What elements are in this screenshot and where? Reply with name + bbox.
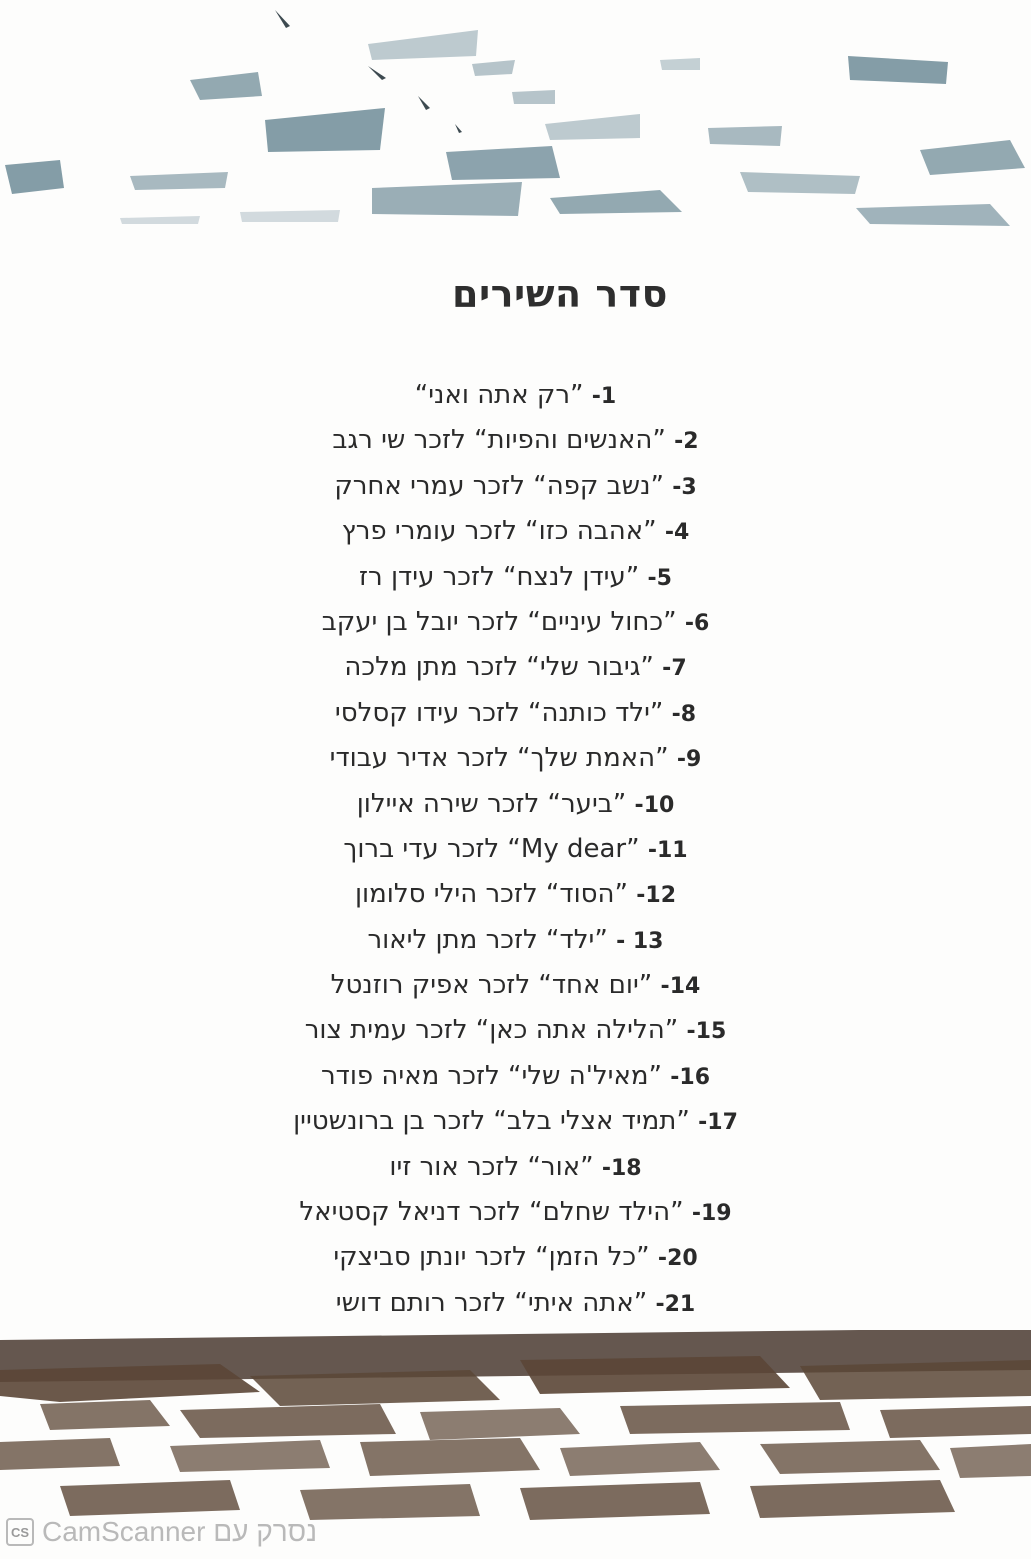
song-entry: ”נשב קפה“ לזכר עמרי אחרק <box>334 470 664 501</box>
song-entry: ”הלילה אתה כאן“ לזכר עמית צור <box>304 1015 679 1046</box>
song-entry: ”ביער“ לזכר שירה איילון <box>356 788 627 819</box>
song-number: 19- <box>691 1201 732 1227</box>
scanner-watermark <box>6 1512 317 1552</box>
list-item <box>0 1099 1031 1144</box>
song-entry: ”יום אחד“ לזכר אפיק רוזנטל <box>330 970 653 1001</box>
list-item <box>0 782 1031 827</box>
list-item <box>0 691 1031 736</box>
list-item <box>0 736 1031 781</box>
list-item <box>0 1281 1031 1326</box>
song-entry: ”כל הזמן“ לזכר יונתן סביצקי <box>333 1242 650 1273</box>
song-number: 17- <box>698 1110 738 1136</box>
list-item <box>0 509 1031 554</box>
song-entry: ”האנשים והפיות“ לזכר שי רגב <box>332 425 666 456</box>
song-number: 5- <box>647 565 672 591</box>
song-entry: ”הסוד“ לזכר הילי סלומון <box>354 879 628 910</box>
song-entry: ”אתה איתי“ לזכר רותם דושי <box>335 1287 648 1318</box>
list-item <box>0 1008 1031 1053</box>
song-number: 14- <box>660 974 701 1000</box>
song-entry: ”תמיד אצלי בלב“ לזכר בן ברונשטיין <box>293 1106 690 1137</box>
camscanner-logo-icon: CS <box>6 1518 34 1546</box>
song-entry: ”רק אתה ואני“ <box>414 380 584 410</box>
song-number: 11- <box>647 837 688 863</box>
list-item <box>0 418 1031 463</box>
list-item <box>0 963 1031 1008</box>
song-entry: ”ילד“ לזכר מתן ליאור <box>367 924 608 955</box>
song-number: 3- <box>672 474 697 500</box>
song-entry: ”אור“ לזכר אור זיו <box>389 1151 594 1182</box>
song-number: 7- <box>662 656 687 682</box>
song-entry: ”כחול עיניים“ לזכר יובל בן יעקב <box>321 606 677 637</box>
song-number: 21- <box>655 1291 696 1317</box>
song-number: 10- <box>634 792 675 818</box>
song-number: 1- <box>591 384 617 409</box>
list-item <box>0 600 1031 645</box>
list-item <box>0 1190 1031 1235</box>
list-item <box>0 464 1031 509</box>
song-number: 6- <box>684 610 710 636</box>
song-number: 4- <box>664 520 690 546</box>
song-entry: ”ילד כותנה“ לזכר עידו קסלסי <box>334 697 664 728</box>
list-item <box>0 872 1031 917</box>
song-entry: ”מאיל'ה שלי“ לזכר מאיה פודר <box>320 1060 662 1091</box>
song-entry: ”אהבה כזו“ לזכר עומרי פרץ <box>341 516 657 547</box>
song-entry: ”האמת שלך“ לזכר אדיר עבודי <box>329 743 669 774</box>
song-number: 18- <box>601 1155 642 1181</box>
song-number: 9- <box>676 747 702 773</box>
song-entry: ”הילד שחלם“ לזכר דניאל קסטיאל <box>299 1197 684 1228</box>
list-item <box>0 555 1031 600</box>
song-entry: ”גיבור שלי“ לזכר מתן מלכה <box>344 652 654 683</box>
song-number: 8- <box>671 701 697 727</box>
song-number: 20- <box>657 1246 698 1272</box>
song-number: 13 - <box>616 928 664 954</box>
watermark-text: CamScanner נסרק עם <box>42 1516 317 1547</box>
song-list <box>0 373 1031 1326</box>
watercolor-sky-illustration <box>0 0 1031 250</box>
song-entry: ”עידן לנצח“ לזכר עידן רז <box>359 561 640 592</box>
list-item <box>0 1145 1031 1190</box>
song-number: 12- <box>636 883 677 909</box>
watercolor-earth-illustration <box>0 1330 1031 1530</box>
list-item <box>0 827 1031 872</box>
list-item <box>0 373 1031 418</box>
song-entry: ”My dear“ לזכר עדי ברוך <box>343 833 640 864</box>
list-item <box>0 1054 1031 1099</box>
list-item <box>0 645 1031 690</box>
song-number: 2- <box>674 429 699 455</box>
song-number: 16- <box>670 1064 711 1090</box>
page-title: סדר השירים <box>452 272 668 316</box>
song-number: 15- <box>686 1019 727 1045</box>
list-item <box>0 918 1031 963</box>
list-item <box>0 1235 1031 1280</box>
